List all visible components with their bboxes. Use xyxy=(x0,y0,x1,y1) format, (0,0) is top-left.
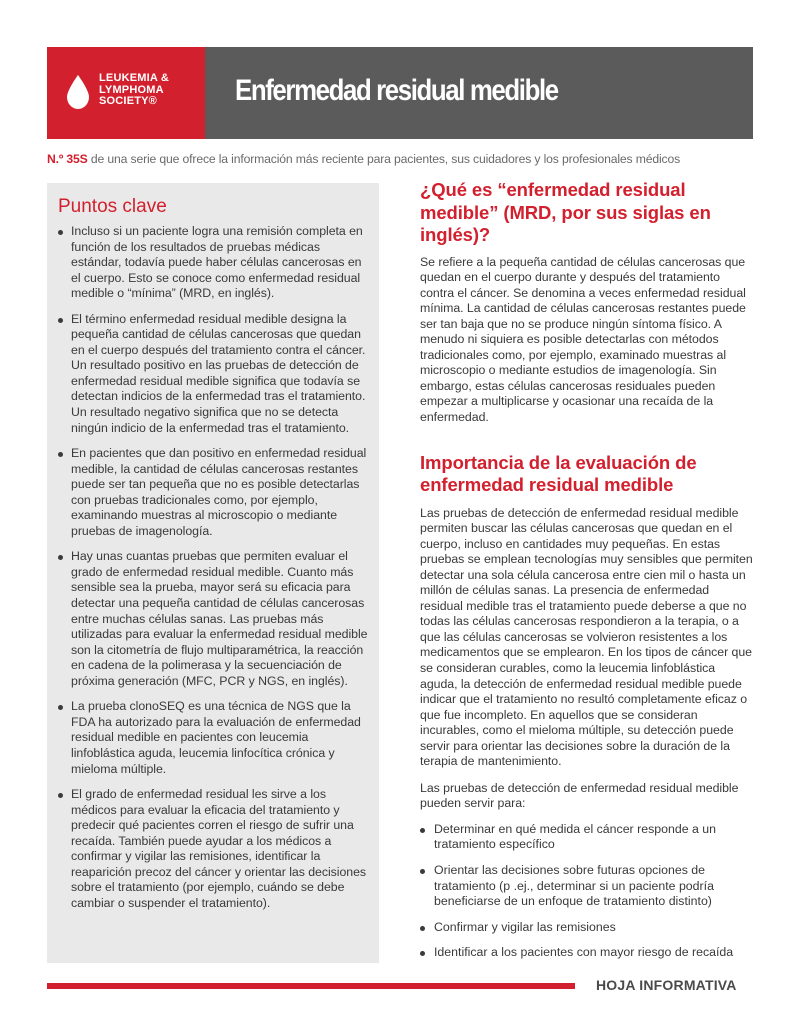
logo-line: LYMPHOMA xyxy=(99,83,164,96)
key-point-item: El grado de enfermedad residual les sirve a los médicos para evaluar la eficacia del tratamiento y predecir qué pacientes corren el riesgo de sufrir una recaída. También puede ayudar a los médicos a confirmar y vigilar las remisiones, identificar la reaparición precoz del cáncer y orientar las decisiones sobre el tratamiento (por ejemplo, cuándo se debe cambiar o suspender el tratamiento). xyxy=(58,787,371,911)
section-importance-body: Las pruebas de detección de enfermedad residual medible permiten buscar las células cancerosas que quedan en el cuerpo, incluso en cantidades muy pequeñas. En estas pruebas se emplean tecnologías muy sensibles que permiten detectar una sola célula cancerosa entre cien mil o hasta un millón de células sanas. La presencia de enfermedad residual medible tras el tratamiento puede deberse a que no todas las células cancerosas respondieron a la terapia, o a que las células cancerosas se volvieron resistentes a los medicamentos que se emplearon. En los tipos de cáncer que se consideran curables, como la leucemia linfoblástica aguda, la detección de enfermedad residual medible puede indicar que el tratamiento no resultó completamente eficaz o que fue incompleto. En aquellos que se consideran incurables, como el mieloma múltiple, su detección puede servir para orientar las decisiones sobre la duración de la terapia de mantenimiento. xyxy=(420,505,753,769)
section-what-is-mrd-title: ¿Qué es “enfermedad residual medible” (MRD, por sus siglas en inglés)? xyxy=(420,179,711,245)
series-description xyxy=(47,152,767,166)
key-point-item: La prueba clonoSEQ es una técnica de NGS que la FDA ha autorizado para la evaluación de enfermedad residual medible en pacientes con leucemia linfoblástica aguda, leucemia linfocítica crónica y mieloma múltiple. xyxy=(58,699,371,777)
uses-list-item: Confirmar y vigilar las remisiones xyxy=(420,920,755,936)
header-banner xyxy=(47,47,753,139)
key-point-item: El término enfermedad residual medible designa la pequeña cantidad de células cancerosas que quedan en el cuerpo después del tratamiento contra el cáncer. Un resultado positivo en las pruebas de detección de enfermedad residual medible significa que todavía se detectan indicios de la enfermedad tras el tratamiento. Un resultado negativo significa que no se detecta ningún indicio de la enfermedad tras el tratamiento. xyxy=(58,312,371,436)
uses-list xyxy=(420,822,755,961)
key-points-list xyxy=(58,224,371,921)
section-importance-title: Importancia de la evaluación de enfermedad residual medible xyxy=(420,451,697,496)
main-column xyxy=(420,179,755,971)
uses-list-item: Determinar en qué medida el cáncer responde a un tratamiento específico xyxy=(420,822,755,853)
lls-logo[interactable] xyxy=(47,47,205,139)
logo-line: LEUKEMIA & xyxy=(99,72,170,84)
logo-wordmark xyxy=(99,73,169,108)
logo-line: SOCIETY® xyxy=(99,95,157,107)
key-point-item: En pacientes que dan positivo en enfermedad residual medible, la cantidad de células cancerosas restantes puede ser tan pequeña que no es posible detectarlas con pruebas tradicionales como, por ejemplo, examinando muestras al microscopio o mediante pruebas de imagenología. xyxy=(58,446,371,539)
blood-drop-icon xyxy=(67,75,89,109)
series-text: de una serie que ofrece la información más reciente para pacientes, sus cuidadores y los profesionales médicos xyxy=(87,152,681,166)
section-what-is-mrd-body: Se refiere a la pequeña cantidad de células cancerosas que quedan en el cuerpo durante y después del tratamiento contra el cáncer. Se denomina a veces enfermedad residual mínima. La cantidad de células cancerosas restantes puede ser tan baja que no se produce ningún síntoma físico. A menudo ni siquiera es posible detectarlas con métodos tradicionales como, por ejemplo, examinado muestras al microscopio o mediante estudios de imagenología. Sin embargo, estas células cancerosas residuales pueden empezar a multiplicarse y ocasionar una recaída de la enfermedad. xyxy=(420,254,746,424)
section-importance-intro: Las pruebas de detección de enfermedad residual medible pueden servir para: xyxy=(420,780,739,811)
uses-list-item: Identificar a los pacientes con mayor riesgo de recaída xyxy=(420,945,755,961)
uses-list-item: Orientar las decisiones sobre futuras opciones de tratamiento (p .ej., determinar si un paciente podría beneficiarse de un enfoque de tratamiento distinto) xyxy=(420,863,755,910)
page-title: Enfermedad residual medible xyxy=(235,74,558,107)
series-number: N.º 35S xyxy=(47,152,88,166)
key-point-item: Hay unas cuantas pruebas que permiten evaluar el grado de enfermedad residual medible. Cuanto más sensible sea la prueba, mayor será su eficacia para detectar una pequeña cantidad de células cancerosas entre muchas células sanas. Las pruebas más utilizadas para evaluar la enfermedad residual medible son la citometría de flujo multiparamétrica, la reacción en cadena de la polimerasa y la secuenciación de próxima generación (MFC, PCR y NGS, en inglés). xyxy=(58,549,371,689)
footer-divider xyxy=(47,983,575,989)
key-points-title: Puntos clave xyxy=(58,196,167,217)
key-points-box xyxy=(47,183,379,963)
key-point-item: Incluso si un paciente logra una remisión completa en función de los resultados de pruebas médicas estándar, todavía puede haber células cancerosas en el cuerpo. Esto se conoce como enfermedad residual medible o “mínima” (MRD, en inglés). xyxy=(58,224,371,302)
footer-label: HOJA INFORMATIVA xyxy=(596,977,737,993)
